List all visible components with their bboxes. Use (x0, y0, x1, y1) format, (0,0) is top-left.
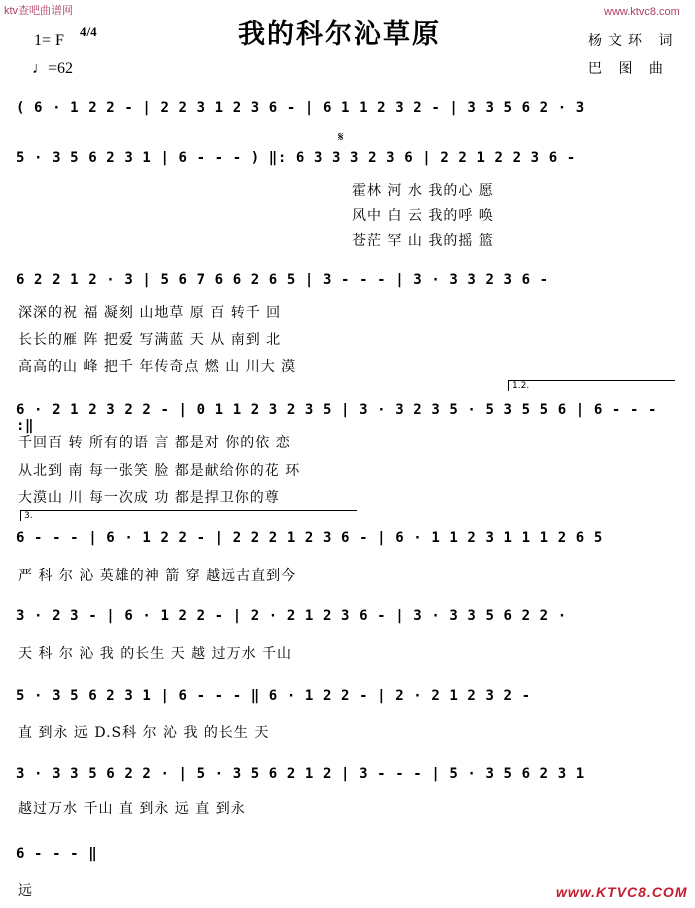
lyric-row-2-verse-1: 霍林 河 水 我的心 愿 (352, 183, 494, 199)
composer-credit: 巴 图 曲 (588, 61, 669, 77)
notation-row-7: 5 · 3 5 6 2 3 1 | 6 - - - ‖ 6 · 1 2 2 - | 2 · 2 1 2 3 2 - (16, 688, 531, 704)
notation-row-8: 3 · 3 3 5 6 2 2 · | 5 · 3 5 6 2 1 2 | 3 - - - | 5 · 3 5 6 2 3 1 (16, 766, 585, 782)
lyric-row-4-verse-1: 千回百 转 所有的语 言 都是对 你的依 恋 (18, 435, 291, 451)
segno-sign: 𝄋 (338, 130, 344, 145)
watermark-top-right: www.ktvc8.com (604, 6, 680, 18)
notation-row-1: ( 6 · 1 2 2 - | 2 2 3 1 2 3 6 - | 6 1 1 2 3 2 - | 3 3 5 6 2 · 3 (16, 100, 585, 116)
notation-row-5: 6 - - - | 6 · 1 2 2 - | 2 2 2 1 2 3 6 - | 6 · 1 1 2 3 1 1 1 2 6 5 (16, 530, 603, 546)
lyric-row-8: 越过万水 千山 直 到永 远 直 到永 (18, 801, 246, 817)
lyric-row-4-verse-2: 从北到 南 每一张笑 脸 都是献给你的花 环 (18, 463, 301, 479)
lyric-row-2-verse-2: 风中 白 云 我的呼 唤 (352, 208, 494, 224)
watermark-top-left: ktv查吧曲谱网 (4, 5, 74, 17)
lyric-row-3-verse-1: 深深的祝 福 凝刻 山地草 原 百 转千 回 (18, 305, 282, 321)
lyric-row-3-verse-2: 长长的雁 阵 把爱 写满蓝 天 从 南到 北 (18, 332, 282, 348)
volta-3: 3. (20, 510, 357, 521)
song-title: 我的科尔沁草原 (238, 19, 441, 50)
lyricist-credit: 杨文环 词 (588, 33, 679, 49)
notation-row-4: 6 · 2 1 2 3 2 2 - | 0 1 1 2 3 2 3 5 | 3 · 3 2 3 5 · 5 3 5 5 6 | 6 - - - :‖ (16, 402, 658, 434)
lyric-row-3-verse-3: 高高的山 峰 把千 年传奇点 燃 山 川大 漠 (18, 359, 297, 375)
site-logo: www.KTVC8.COM (556, 884, 688, 900)
notation-row-9: 6 - - - ‖ (16, 846, 98, 862)
time-signature: 4/4 (80, 24, 97, 39)
lyric-row-5: 严 科 尔 沁 英雄的神 箭 穿 越远古直到今 (18, 568, 297, 584)
lyric-row-4-verse-3: 大漠山 川 每一次成 功 都是捍卫你的尊 (18, 490, 280, 506)
lyric-row-9: 远 (18, 883, 33, 899)
lyric-row-6: 天 科 尔 沁 我 的长生 天 越 过万水 千山 (18, 646, 293, 662)
notation-row-3: 6 2 2 1 2 · 3 | 5 6 7 6 6 2 6 5 | 3 - - - | 3 · 3 3 2 3 6 - (16, 272, 549, 288)
notation-row-6: 3 · 2 3 - | 6 · 1 2 2 - | 2 · 2 1 2 3 6 - | 3 · 3 3 5 6 2 2 · (16, 608, 567, 624)
volta-1-2: 1.2. (508, 380, 675, 391)
lyric-row-7: 直 到永 远 D.S科 尔 沁 我 的长生 天 (18, 725, 270, 741)
key-signature: 1= F (34, 32, 64, 49)
lyric-row-2-verse-3: 苍茫 罕 山 我的摇 篮 (352, 233, 494, 249)
notation-row-2: 5 · 3 5 6 2 3 1 | 6 - - - ) ‖: 6 3 3 3 2 3 6 | 2 2 1 2 2 3 6 - (16, 150, 576, 166)
tempo-marking: ♩=62 (32, 60, 74, 77)
